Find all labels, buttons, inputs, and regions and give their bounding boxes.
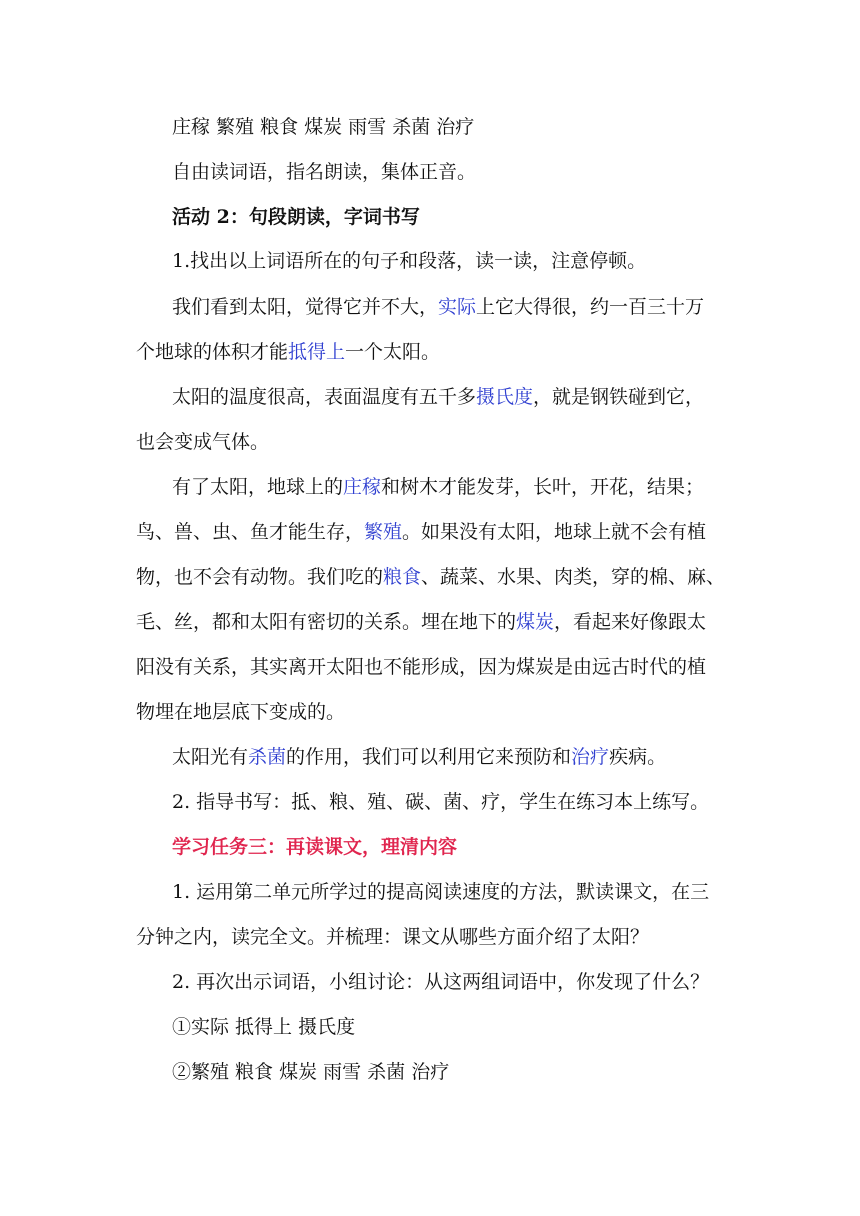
keyword-highlight: 实际: [438, 296, 477, 318]
task3-q1-line1: 1. 运用第二单元所学过的提高阅读速度的方法，默读课文，在三: [172, 881, 710, 903]
para1-l1-a: 我们看到太阳，觉得它并不大，: [172, 296, 439, 318]
para2-l1-b: ，就是钢铁碰到它，: [533, 386, 705, 408]
word-group-2: ②繁殖 粮食 煤炭 雨雪 杀菌 治疗: [172, 1061, 450, 1083]
para3-l4-b: ，看起来好像跟太: [554, 611, 707, 633]
task1-instruction: 1.找出以上词语所在的句子和段落，读一读，注意停顿。: [172, 250, 647, 272]
para3-line4: [136, 603, 736, 641]
activity2-heading: 活动 2：句段朗读，字词书写: [172, 206, 420, 228]
keyword-highlight: 粮食: [383, 566, 422, 588]
para1-line1: [172, 288, 736, 326]
para3-l4-a: 毛、丝，都和太阳有密切的关系。埋在地下的: [136, 611, 517, 633]
keyword-highlight: 抵得上: [288, 341, 346, 363]
keyword-highlight: 煤炭: [516, 611, 555, 633]
para4-line: [172, 738, 736, 776]
para2-line2: 也会变成气体。: [136, 431, 270, 453]
intro-words: 庄稼 繁殖 粮食 煤炭 雨雪 杀菌 治疗: [172, 116, 475, 138]
intro-instruction: 自由读词语，指名朗读，集体正音。: [172, 161, 477, 183]
para1-l2-a: 个地球的体积才能: [136, 341, 289, 363]
para2-l1-a: 太阳的温度很高，表面温度有五千多: [172, 386, 477, 408]
task3-q2: 2. 再次出示词语，小组讨论：从这两组词语中，你发现了什么？: [172, 971, 710, 993]
para1-l1-b: 上它大得很，约一百三十万: [476, 296, 705, 318]
para3-l1-a: 有了太阳，地球上的: [172, 476, 344, 498]
para4-c: 疾病。: [609, 746, 667, 768]
para3-l3-b: 、蔬菜、水果、肉类，穿的棉、麻、: [421, 566, 726, 588]
para1-line2: [136, 333, 736, 371]
para3-l1-b: 和树木才能发芽，长叶，开花，结果；: [381, 476, 705, 498]
keyword-highlight: 摄氏度: [476, 386, 534, 408]
keyword-highlight: 繁殖: [364, 521, 403, 543]
para4-a: 太阳光有: [172, 746, 249, 768]
para2-line1: [172, 378, 736, 416]
keyword-highlight: 杀菌: [248, 746, 287, 768]
para3-line2: [136, 513, 736, 551]
para3-l3-a: 物，也不会有动物。我们吃的: [136, 566, 384, 588]
task3-q1-line2: 分钟之内，读完全文。并梳理：课文从哪些方面介绍了太阳？: [136, 926, 650, 948]
para1-l2-b: 一个太阳。: [345, 341, 441, 363]
keyword-highlight: 庄稼: [343, 476, 382, 498]
para3-line3: [136, 558, 736, 596]
para3-line1: [172, 468, 736, 506]
keyword-highlight: 治疗: [571, 746, 610, 768]
para3-l2-b: 。如果没有太阳，地球上就不会有植: [402, 521, 707, 543]
word-group-1: ①实际 抵得上 摄氏度: [172, 1016, 356, 1038]
para3-line5: 阳没有关系，其实离开太阳也不能形成，因为煤炭是由远古时代的植: [136, 656, 707, 678]
para4-b: 的作用，我们可以利用它来预防和: [286, 746, 572, 768]
para3-line6: 物埋在地层底下变成的。: [136, 701, 346, 723]
para3-l2-a: 鸟、兽、虫、鱼才能生存，: [136, 521, 365, 543]
writing-guide: 2. 指导书写：抵、粮、殖、碳、菌、疗，学生在练习本上练写。: [172, 791, 710, 813]
task3-heading: 学习任务三：再读课文，理清内容: [172, 836, 458, 858]
